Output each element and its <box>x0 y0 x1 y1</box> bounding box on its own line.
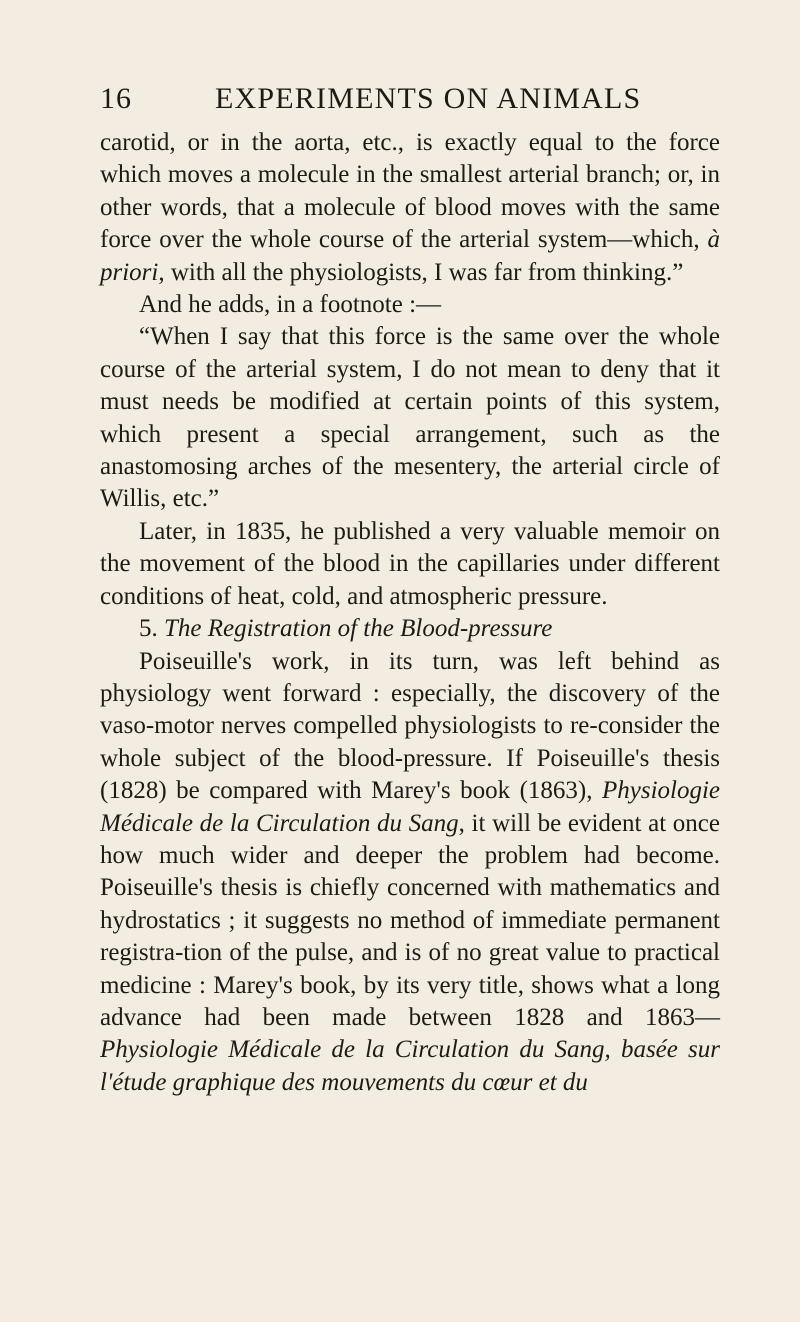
running-title: EXPERIMENTS ON ANIMALS <box>215 82 642 115</box>
section-title: The Registration of the Blood-pressure <box>164 615 553 643</box>
paragraph-5-italic-b: Physiologie Médicale de la Circulation du Sang, basée sur l'étude graphique des mouvements du cœur et du <box>100 1036 720 1096</box>
paragraph-5-italic-a: Physiologie Médicale de la Circulation du Sang <box>100 777 720 837</box>
paragraph-poiseuille <box>100 646 720 1100</box>
paragraph-1-italic-a: à priori <box>100 226 720 286</box>
paragraph-5-text-b: , it will be evident at once how much wider and deeper the problem had become. Poiseuille's thesis is chiefly concerned with mathematics and hydrostatics ; it suggests no method of immediate permanent registra-tion of the pulse, and is of no great value to practical medicine : Marey's book, by its very title, shows what a long advance had been made between 1828 and 1863— <box>100 809 720 1031</box>
paragraph-5-text-a: Poiseuille's work, in its turn, was left behind as physiology went forward : especially, the discovery of the vaso-motor nerves compelled physiologists to re-consider the whole subject of the blood-pressure. If Poiseuille's thesis (1828) be compared with Marey's book (1863), <box>100 647 720 805</box>
section-heading <box>100 613 720 645</box>
paragraph-1-text-a: carotid, or in the aorta, etc., is exactly equal to the force which moves a molecule in the smallest arterial branch; or, in other words, that a molecule of blood moves with the same force over the whole course of the arterial system—which, <box>100 129 720 254</box>
paragraph-footnote-quote: “When I say that this force is the same over the whole course of the arterial system, I do not mean to deny that it must needs be modified at certain points of this system, which present a special arrangement, such as the anastomosing arches of the mesentery, the arterial circle of Willis, etc.” <box>100 323 720 513</box>
paragraph-continued <box>100 127 720 289</box>
paragraph-1-text-b: , with all the physiologists, I was far from thinking.” <box>158 258 684 286</box>
page-number: 16 <box>100 82 132 115</box>
paragraph-memoir: Later, in 1835, he published a very valuable memoir on the movement of the blood in the capillaries under different conditions of heat, cold, and atmospheric pressure. <box>100 517 720 610</box>
paragraph-footnote-intro: And he adds, in a footnote :— <box>139 291 442 319</box>
running-head <box>100 82 720 122</box>
body-text <box>100 127 720 1099</box>
section-number: 5. <box>139 615 158 643</box>
